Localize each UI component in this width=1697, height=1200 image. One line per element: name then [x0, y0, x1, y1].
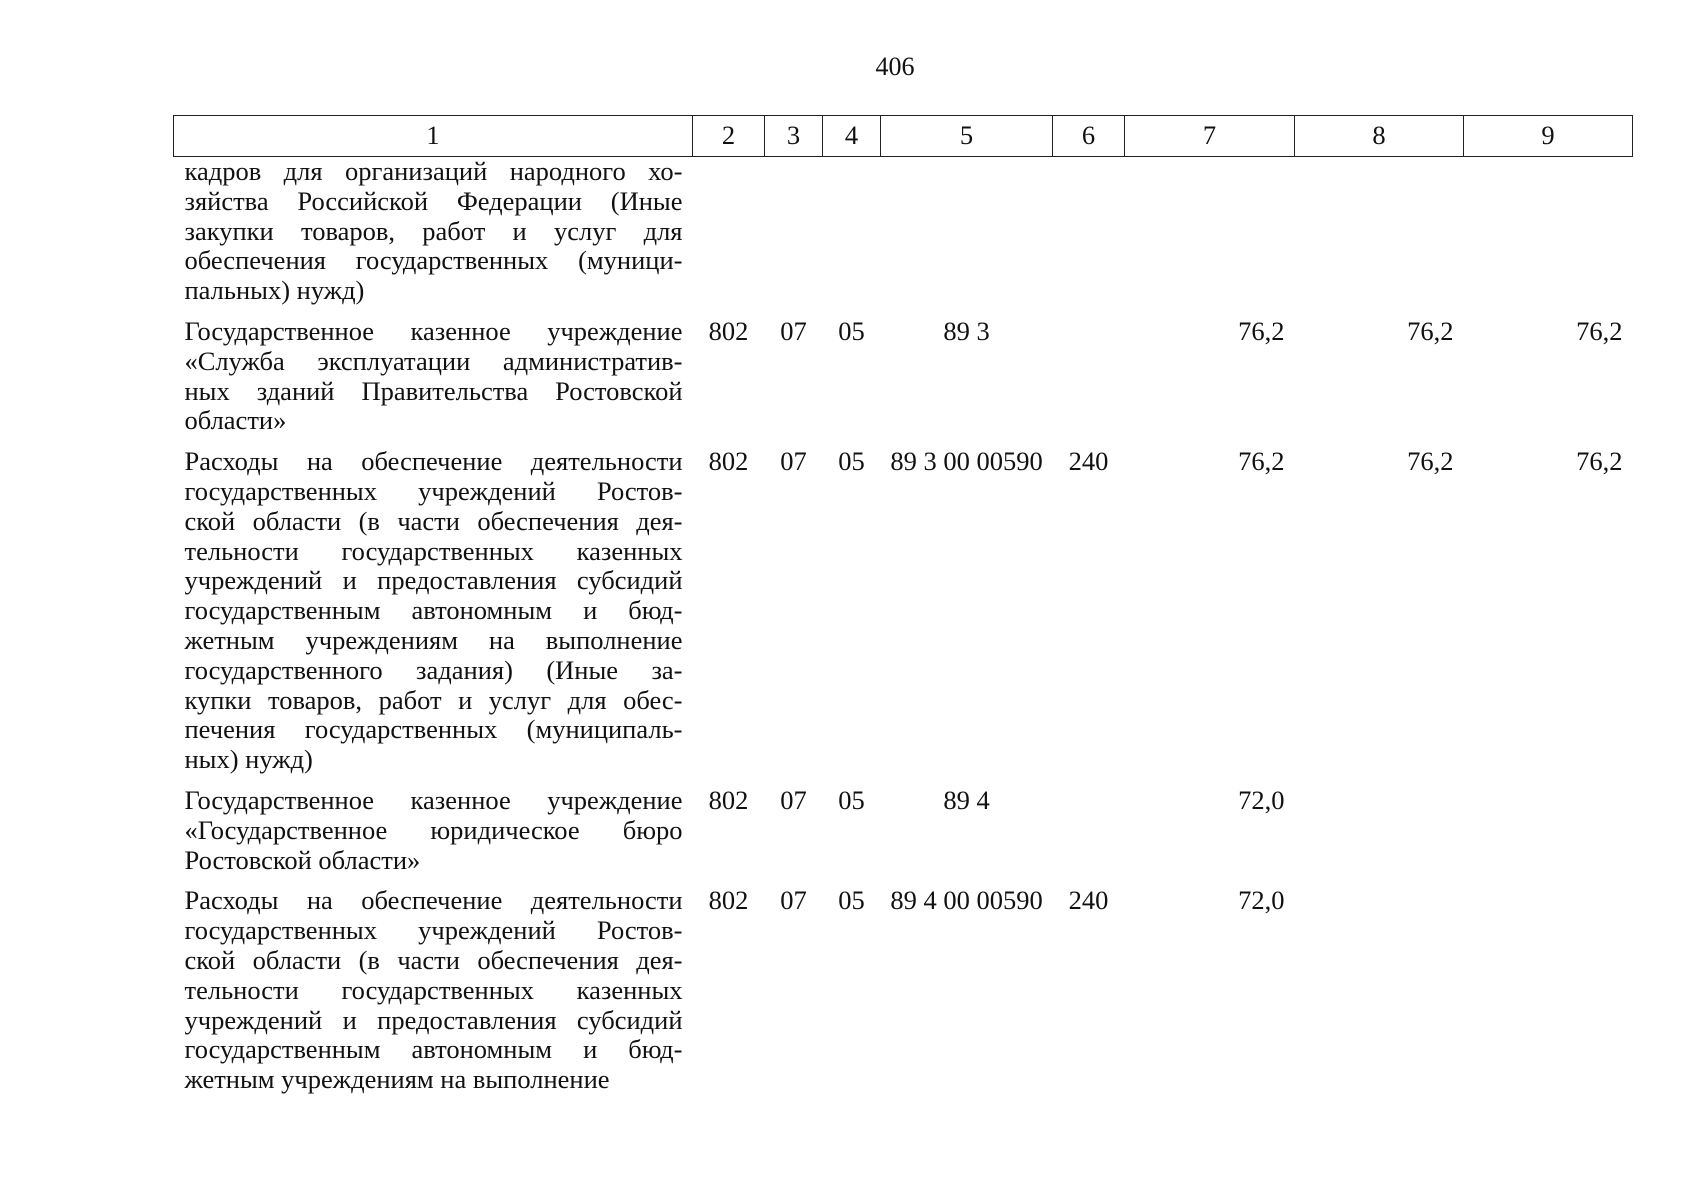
section-cell: 07 — [780, 784, 807, 815]
page-number: 406 — [875, 52, 915, 81]
amount-cell: 76,2 — [1407, 315, 1454, 346]
section-cell: 07 — [780, 315, 807, 346]
header-row — [174, 116, 1633, 157]
section-cell: 07 — [780, 446, 807, 477]
row-name-line: Ростовской области» — [184, 844, 421, 875]
row-name-line: ных зданий Правительства Ростовской — [184, 375, 683, 406]
code-cell — [693, 157, 765, 306]
amount-cell: 76,2 — [1407, 446, 1454, 477]
row-name — [174, 875, 693, 1095]
target-article-cell: 89 4 00 00590 — [890, 885, 1043, 916]
row-name-line: пальных) нужд) — [184, 275, 365, 306]
row-name-line: государственных учреждений Ростов- — [184, 475, 683, 506]
code-cell: 802 — [708, 446, 749, 477]
code-cell: 802 — [708, 885, 749, 916]
row-name — [174, 436, 693, 775]
row-name — [174, 157, 693, 306]
amount-cell: 72,0 — [1238, 784, 1285, 815]
row-name — [174, 306, 693, 436]
row-name-line: «Государственное юридическое бюро — [184, 814, 683, 845]
amount-cell — [1295, 875, 1464, 1095]
table-row — [174, 775, 1633, 875]
column-header: 9 — [1464, 116, 1633, 157]
row-name-line: купки товаров, работ и услуг для обес- — [184, 684, 683, 715]
subsection-cell — [823, 157, 881, 306]
subsection-cell: 05 — [838, 784, 865, 815]
table-row — [174, 875, 1633, 1095]
row-name-line: Государственное казенное учреждение — [184, 315, 683, 346]
amount-cell: 76,2 — [1238, 446, 1285, 477]
column-header: 1 — [174, 116, 693, 157]
expense-type-cell: 240 — [1068, 885, 1109, 916]
amount-cell — [1125, 157, 1295, 306]
row-name-line: учреждений и предоставления субсидий — [184, 1004, 683, 1035]
budget-table — [173, 115, 1633, 1095]
column-header: 5 — [881, 116, 1053, 157]
row-name-line: обеспечения государственных (муници- — [184, 245, 683, 276]
amount-cell: 72,0 — [1238, 885, 1285, 916]
amount-cell: 76,2 — [1238, 315, 1285, 346]
amount-cell — [1464, 157, 1633, 306]
subsection-cell: 05 — [838, 315, 865, 346]
row-name-line: Расходы на обеспечение деятельности — [184, 446, 683, 477]
row-name-line: государственных учреждений Ростов- — [184, 915, 683, 946]
column-header: 7 — [1125, 116, 1295, 157]
amount-cell: 76,2 — [1576, 315, 1623, 346]
subsection-cell: 05 — [838, 446, 865, 477]
row-name-line: ных) нужд) — [184, 744, 313, 775]
amount-cell — [1295, 775, 1464, 875]
row-name-line: тельности государственных казенных — [184, 974, 683, 1005]
row-name-line: государственного задания) (Иные за- — [184, 654, 683, 685]
section-cell — [765, 157, 823, 306]
row-name-line: государственным автономным и бюд- — [184, 1034, 683, 1065]
row-name-line: Государственное казенное учреждение — [184, 784, 683, 815]
row-name-line: зяйства Российской Федерации (Иные — [184, 185, 683, 216]
table-body — [174, 157, 1633, 1095]
section-cell: 07 — [780, 885, 807, 916]
column-header: 8 — [1295, 116, 1464, 157]
expense-type-cell: 240 — [1068, 446, 1109, 477]
row-name-line: закупки товаров, работ и услуг для — [184, 215, 683, 246]
row-name-line: государственным автономным и бюд- — [184, 595, 683, 626]
expense-type-cell — [1053, 775, 1125, 875]
expense-type-cell — [1053, 157, 1125, 306]
amount-cell — [1295, 157, 1464, 306]
row-name-line: ской области (в части обеспечения дея- — [184, 944, 683, 975]
code-cell: 802 — [708, 784, 749, 815]
target-article-cell: 89 3 00 00590 — [890, 446, 1043, 477]
row-name-line: жетным учреждениям на выполнение — [184, 1064, 610, 1095]
row-name-line: учреждений и предоставления субсидий — [184, 565, 683, 596]
amount-cell — [1464, 875, 1633, 1095]
row-name-line: тельности государственных казенных — [184, 535, 683, 566]
amount-cell: 76,2 — [1576, 446, 1623, 477]
row-name-line: кадров для организаций народного хо- — [184, 156, 683, 186]
table-header — [174, 116, 1633, 157]
column-header: 3 — [765, 116, 823, 157]
row-name-line: ской области (в части обеспечения дея- — [184, 505, 683, 536]
column-header: 2 — [693, 116, 765, 157]
row-name — [174, 775, 693, 875]
row-name-line: области» — [184, 405, 287, 436]
expense-type-cell — [1053, 306, 1125, 436]
row-name-line: печения государственных (муниципаль- — [184, 714, 683, 745]
table-row — [174, 306, 1633, 436]
table-row — [174, 157, 1633, 306]
amount-cell — [1464, 775, 1633, 875]
target-article-cell: 89 4 — [943, 784, 990, 815]
table-row — [174, 436, 1633, 775]
column-header: 4 — [823, 116, 881, 157]
row-name-line: Расходы на обеспечение деятельности — [184, 885, 683, 916]
column-header: 6 — [1053, 116, 1125, 157]
row-name-line: «Служба эксплуатации административ- — [184, 345, 683, 376]
code-cell: 802 — [708, 315, 749, 346]
target-article-cell: 89 3 — [943, 315, 990, 346]
target-article-cell — [881, 157, 1053, 306]
row-name-line: жетным учреждениям на выполнение — [184, 624, 683, 655]
subsection-cell: 05 — [838, 885, 865, 916]
